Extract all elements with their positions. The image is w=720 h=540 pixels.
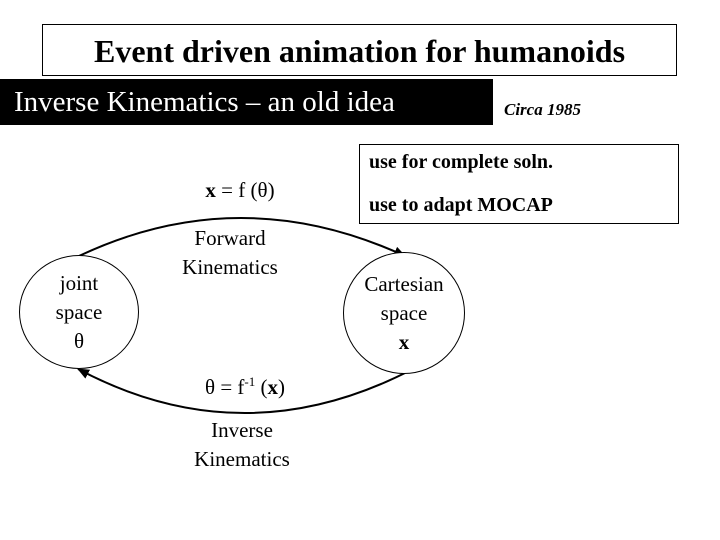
circa-label: Circa 1985 — [504, 100, 581, 119]
cartesian-space-line1: Cartesian — [364, 271, 444, 296]
forward-equation: x = f (θ) — [205, 178, 275, 202]
cartesian-space-line2: space — [380, 300, 428, 325]
inverse-equation: $\theta = f^{-1}$ (x) — [205, 374, 285, 399]
use-adapt-mocap: use to adapt MOCAP — [369, 194, 553, 216]
cartesian-space-circle — [343, 252, 465, 374]
use-complete-solution: use for complete soln. — [369, 151, 554, 173]
cartesian-space-symbol: x — [398, 329, 410, 354]
joint-space-circle — [19, 255, 139, 369]
subtitle-banner: Inverse Kinematics – an old idea — [0, 79, 493, 125]
slide-title: Event driven animation for humanoids — [42, 24, 677, 76]
forward-kinematics-label: Forward Kinematics — [182, 226, 278, 279]
joint-space-line2: space — [55, 299, 103, 324]
inverse-kinematics-label: Inverse Kinematics — [194, 418, 290, 471]
joint-space-line1: joint — [59, 270, 99, 295]
joint-space-symbol: θ — [73, 328, 85, 353]
